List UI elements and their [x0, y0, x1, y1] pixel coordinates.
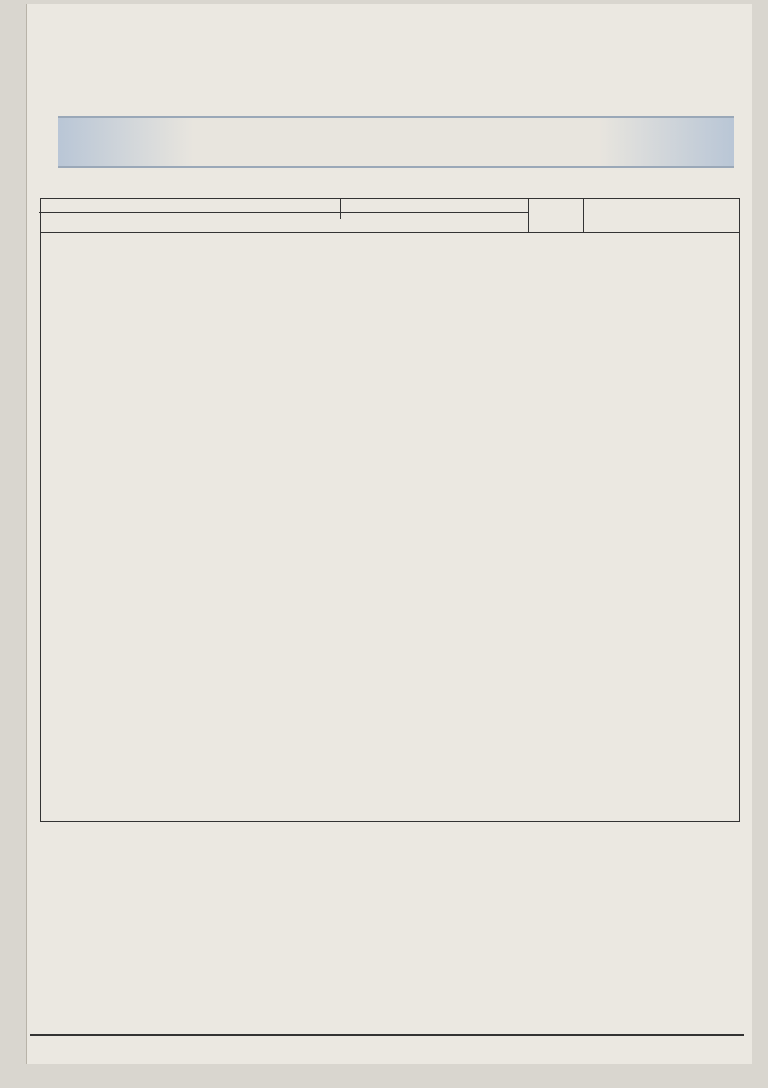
header-specialty [39, 199, 340, 219]
announcement-title [58, 116, 734, 168]
header-degrees [340, 199, 528, 219]
footer-rule [30, 1034, 744, 1036]
ranks-table [40, 198, 740, 822]
header-posts [528, 199, 583, 232]
table-header [41, 199, 739, 233]
header-rank [583, 199, 739, 232]
